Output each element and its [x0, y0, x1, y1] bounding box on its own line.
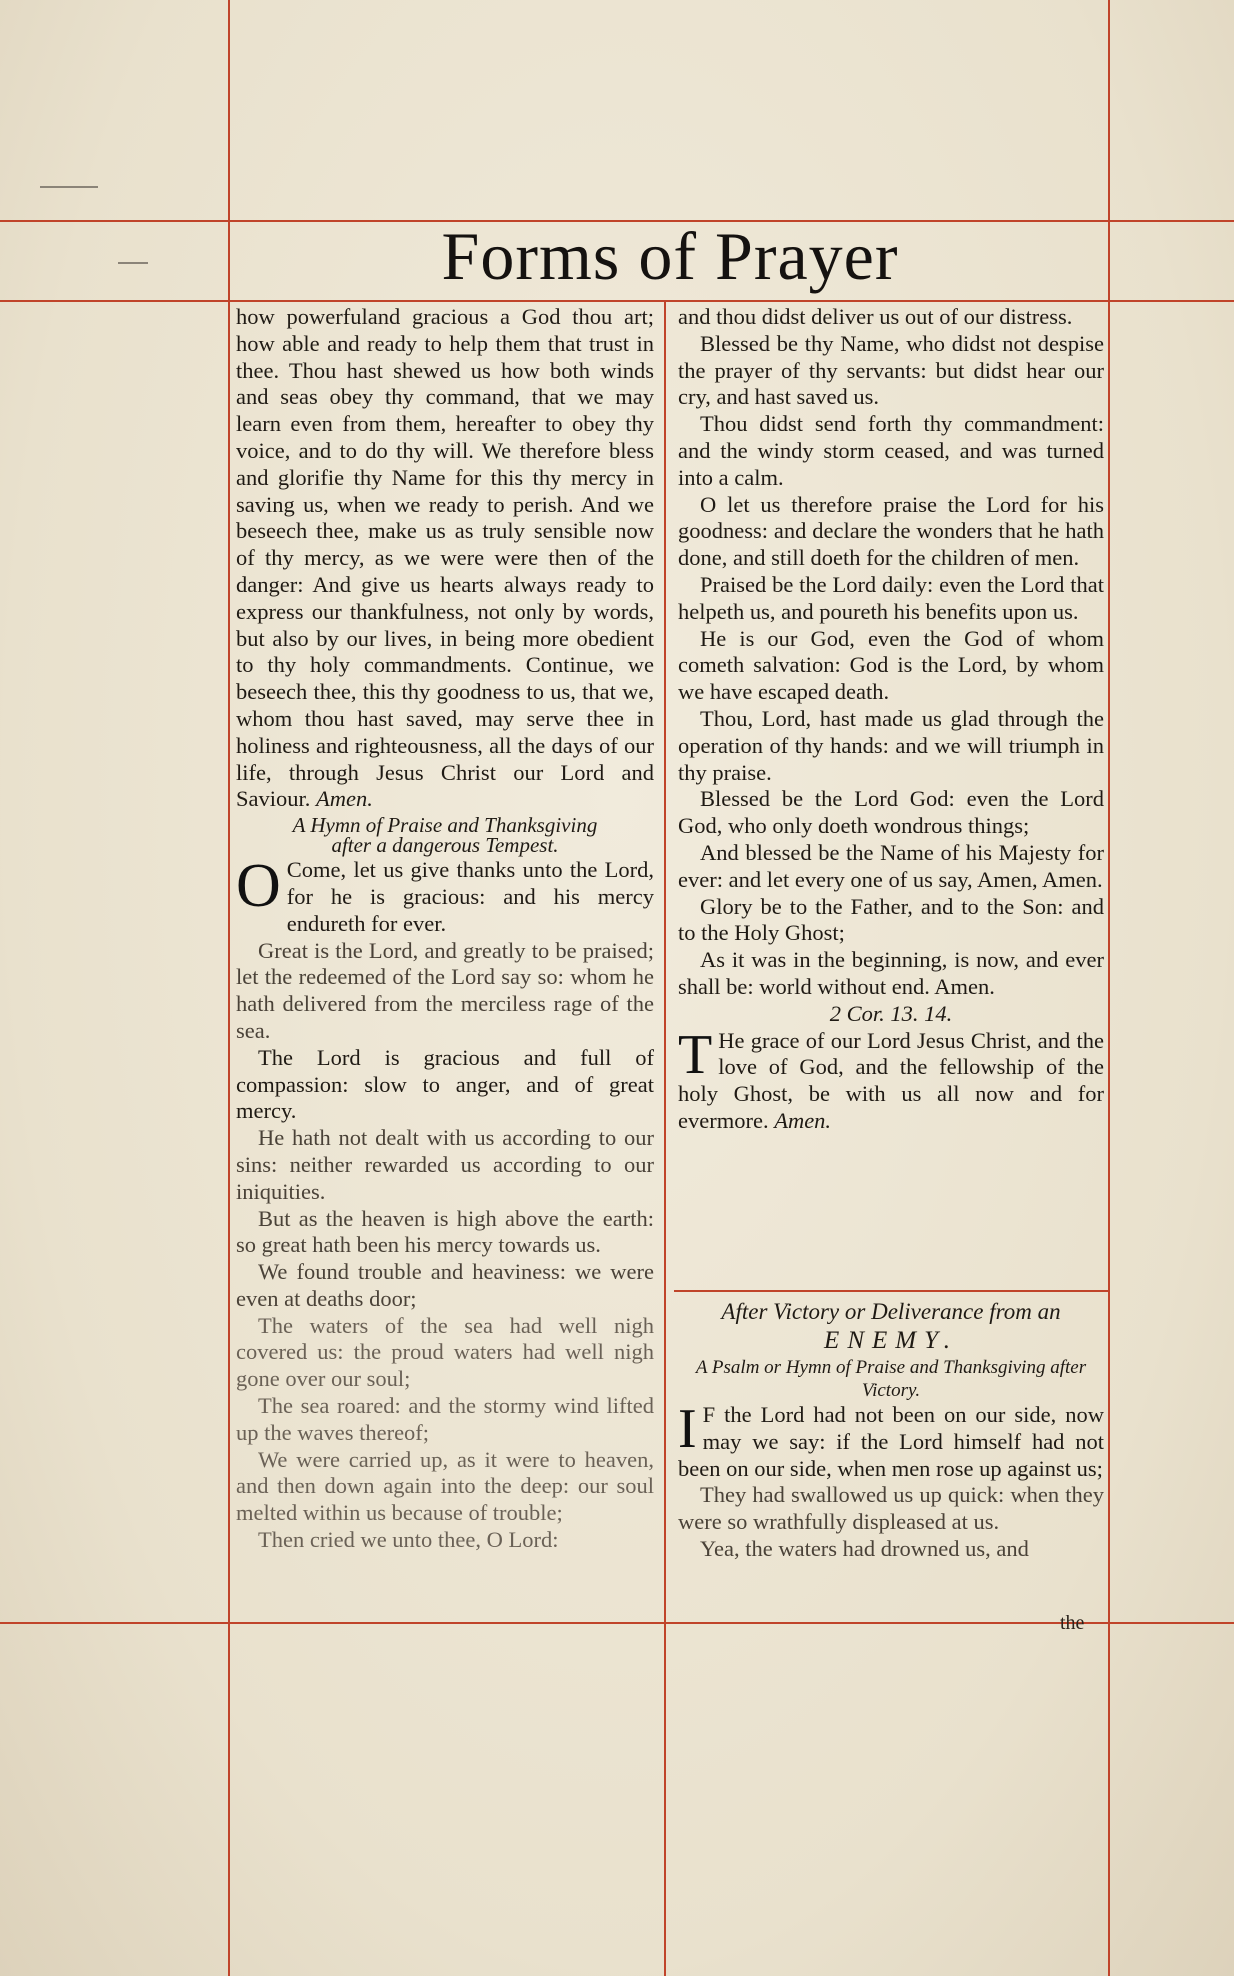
ruling-line-bottom: [0, 1622, 1234, 1624]
psalm-first-text: F the Lord had not been on our side, now may we say: if the Lord himself had not been on our side, when men rose up against us;: [678, 1402, 1104, 1481]
verse: Thou didst send forth thy commandment: and the windy storm ceased, and was turned into a calm.: [678, 411, 1104, 490]
verse: As it was in the beginning, is now, and ever shall be: world without end. Amen.: [678, 947, 1104, 999]
hymn-heading-line-2: after a dangerous Tempest.: [331, 833, 559, 858]
verse: We were carried up, as it were to heaven, and then down again into the deep: our soul melted within us because of trouble;: [236, 1446, 654, 1526]
grace-amen: Amen.: [774, 1107, 832, 1133]
hymn-first-verse: [236, 852, 654, 937]
grace-paragraph: [678, 1023, 1104, 1135]
verse: and thou didst deliver us out of our distress.: [678, 304, 1073, 329]
verse: We found trouble and heaviness: we were even at deaths door;: [236, 1259, 654, 1311]
verse: Blessed be thy Name, who didst not despise the prayer of thy servants: but didst hear our cry, and hast saved us.: [678, 330, 1104, 410]
section-subtitle: A Psalm or Hymn of Praise and Thanksgiving after Victory.: [695, 1357, 1087, 1401]
verse: Great is the Lord, and greatly to be praised; let the redeemed of the Lord say so: whom he hath delivered from the merciless rage of the sea.: [236, 937, 654, 1043]
ruling-line-center: [664, 300, 666, 1976]
verse: He is our God, even the God of whom cometh salvation: God is the Lord, by whom we have escaped death.: [678, 625, 1104, 705]
right-column: [678, 304, 1104, 1135]
verse: Then cried we unto thee, O Lord:: [258, 1527, 559, 1553]
drop-cap: T: [678, 1023, 713, 1086]
intro-paragraph: [236, 304, 654, 813]
section-title: After Victory or Deliverance from an: [721, 1299, 1061, 1324]
left-column: [236, 304, 654, 1554]
scripture-reference: [678, 1001, 1104, 1028]
verse: But as the heaven is high above the earth: so great hath been his mercy towards us.: [236, 1205, 654, 1258]
verse: And blessed be the Name of his Majesty for ever: and let every one of us say, Amen, Amen.: [678, 839, 1104, 892]
margin-mark: [40, 186, 98, 188]
intro-text: how powerfuland gracious a God thou art; how able and ready to help them that trust in thee. Thou hast shewed us how both winds and seas obey thy command, that we may learn even from them, hereafter to obey thy voice, and to do thy will. We therefore bless and glorifie thy Name for this thy mercy in saving us, when we ready to perish. And we beseech thee, make us as truly sensible now of thy mercy, as we were were then of the danger: And give us hearts always ready to express our thankfulness, not only by words, but also by our lives, in being more obedient to thy holy commandments. Continue, we beseech thee, this thy goodness to us, that we, whom thou hast saved, may serve thee in holiness and righteousness, all the days of our life, through Jesus Christ our Lord and Saviour.: [236, 304, 654, 812]
section-title-enemy: ENEMY.: [824, 1327, 958, 1354]
margin-mark: [118, 262, 148, 264]
hymn-first-text: Come, let us give thanks unto the Lord, for he is gracious: and his mercy endureth for ever.: [286, 857, 654, 936]
scripture-ref-text: 2 Cor. 13. 14.: [829, 1000, 953, 1026]
catchword: the: [1060, 1612, 1085, 1634]
verse: Praised be the Lord daily: even the Lord that helpeth us, and poureth his benefits upon us.: [678, 571, 1104, 624]
ruling-line-left: [228, 0, 230, 1976]
verse: The Lord is gracious and full of compassion: slow to anger, and of great mercy.: [236, 1044, 654, 1124]
verse: O let us therefore praise the Lord for his goodness: and declare the wonders that he hath done, and still doeth for the children of men.: [678, 491, 1104, 571]
intro-amen: Amen.: [316, 786, 373, 812]
verse: Thou, Lord, hast made us glad through the operation of thy hands: and we will triumph in thy praise.: [678, 705, 1104, 785]
ruling-line-right: [1108, 0, 1110, 1976]
hymn-heading-line-1: A Hymn of Praise and Thanksgiving: [292, 813, 598, 838]
verse: The waters of the sea had well nigh covered us: the proud waters had well nigh gone over our soul;: [236, 1312, 654, 1392]
verse: Blessed be the Lord God: even the Lord God, who only doeth wondrous things;: [678, 786, 1104, 839]
drop-cap: I: [678, 1398, 697, 1460]
verse: Yea, the waters had drowned us, and: [700, 1535, 1029, 1561]
ruling-line-under-title: [0, 300, 1234, 302]
verse: They had swallowed us up quick: when they were so wrathfully displeased at us.: [678, 1482, 1104, 1535]
page-title: Forms of Prayer: [441, 218, 899, 294]
verse: He hath not dealt with us according to our sins: neither rewarded us according to our iniquities.: [236, 1125, 654, 1204]
psalm-first-verse: [678, 1398, 1104, 1482]
verse: The sea roared: and the stormy wind lifted up the waves thereof;: [236, 1393, 654, 1445]
grace-text: He grace of our Lord Jesus Christ, and the love of God, and the fellowship of the holy Ghost, be with us all now and for evermore.: [678, 1027, 1104, 1133]
verse: Glory be to the Father, and to the Son: and to the Holy Ghost;: [678, 893, 1104, 946]
drop-cap: O: [236, 852, 281, 921]
section-divider: [674, 1290, 1110, 1292]
victory-section: [678, 1298, 1104, 1563]
